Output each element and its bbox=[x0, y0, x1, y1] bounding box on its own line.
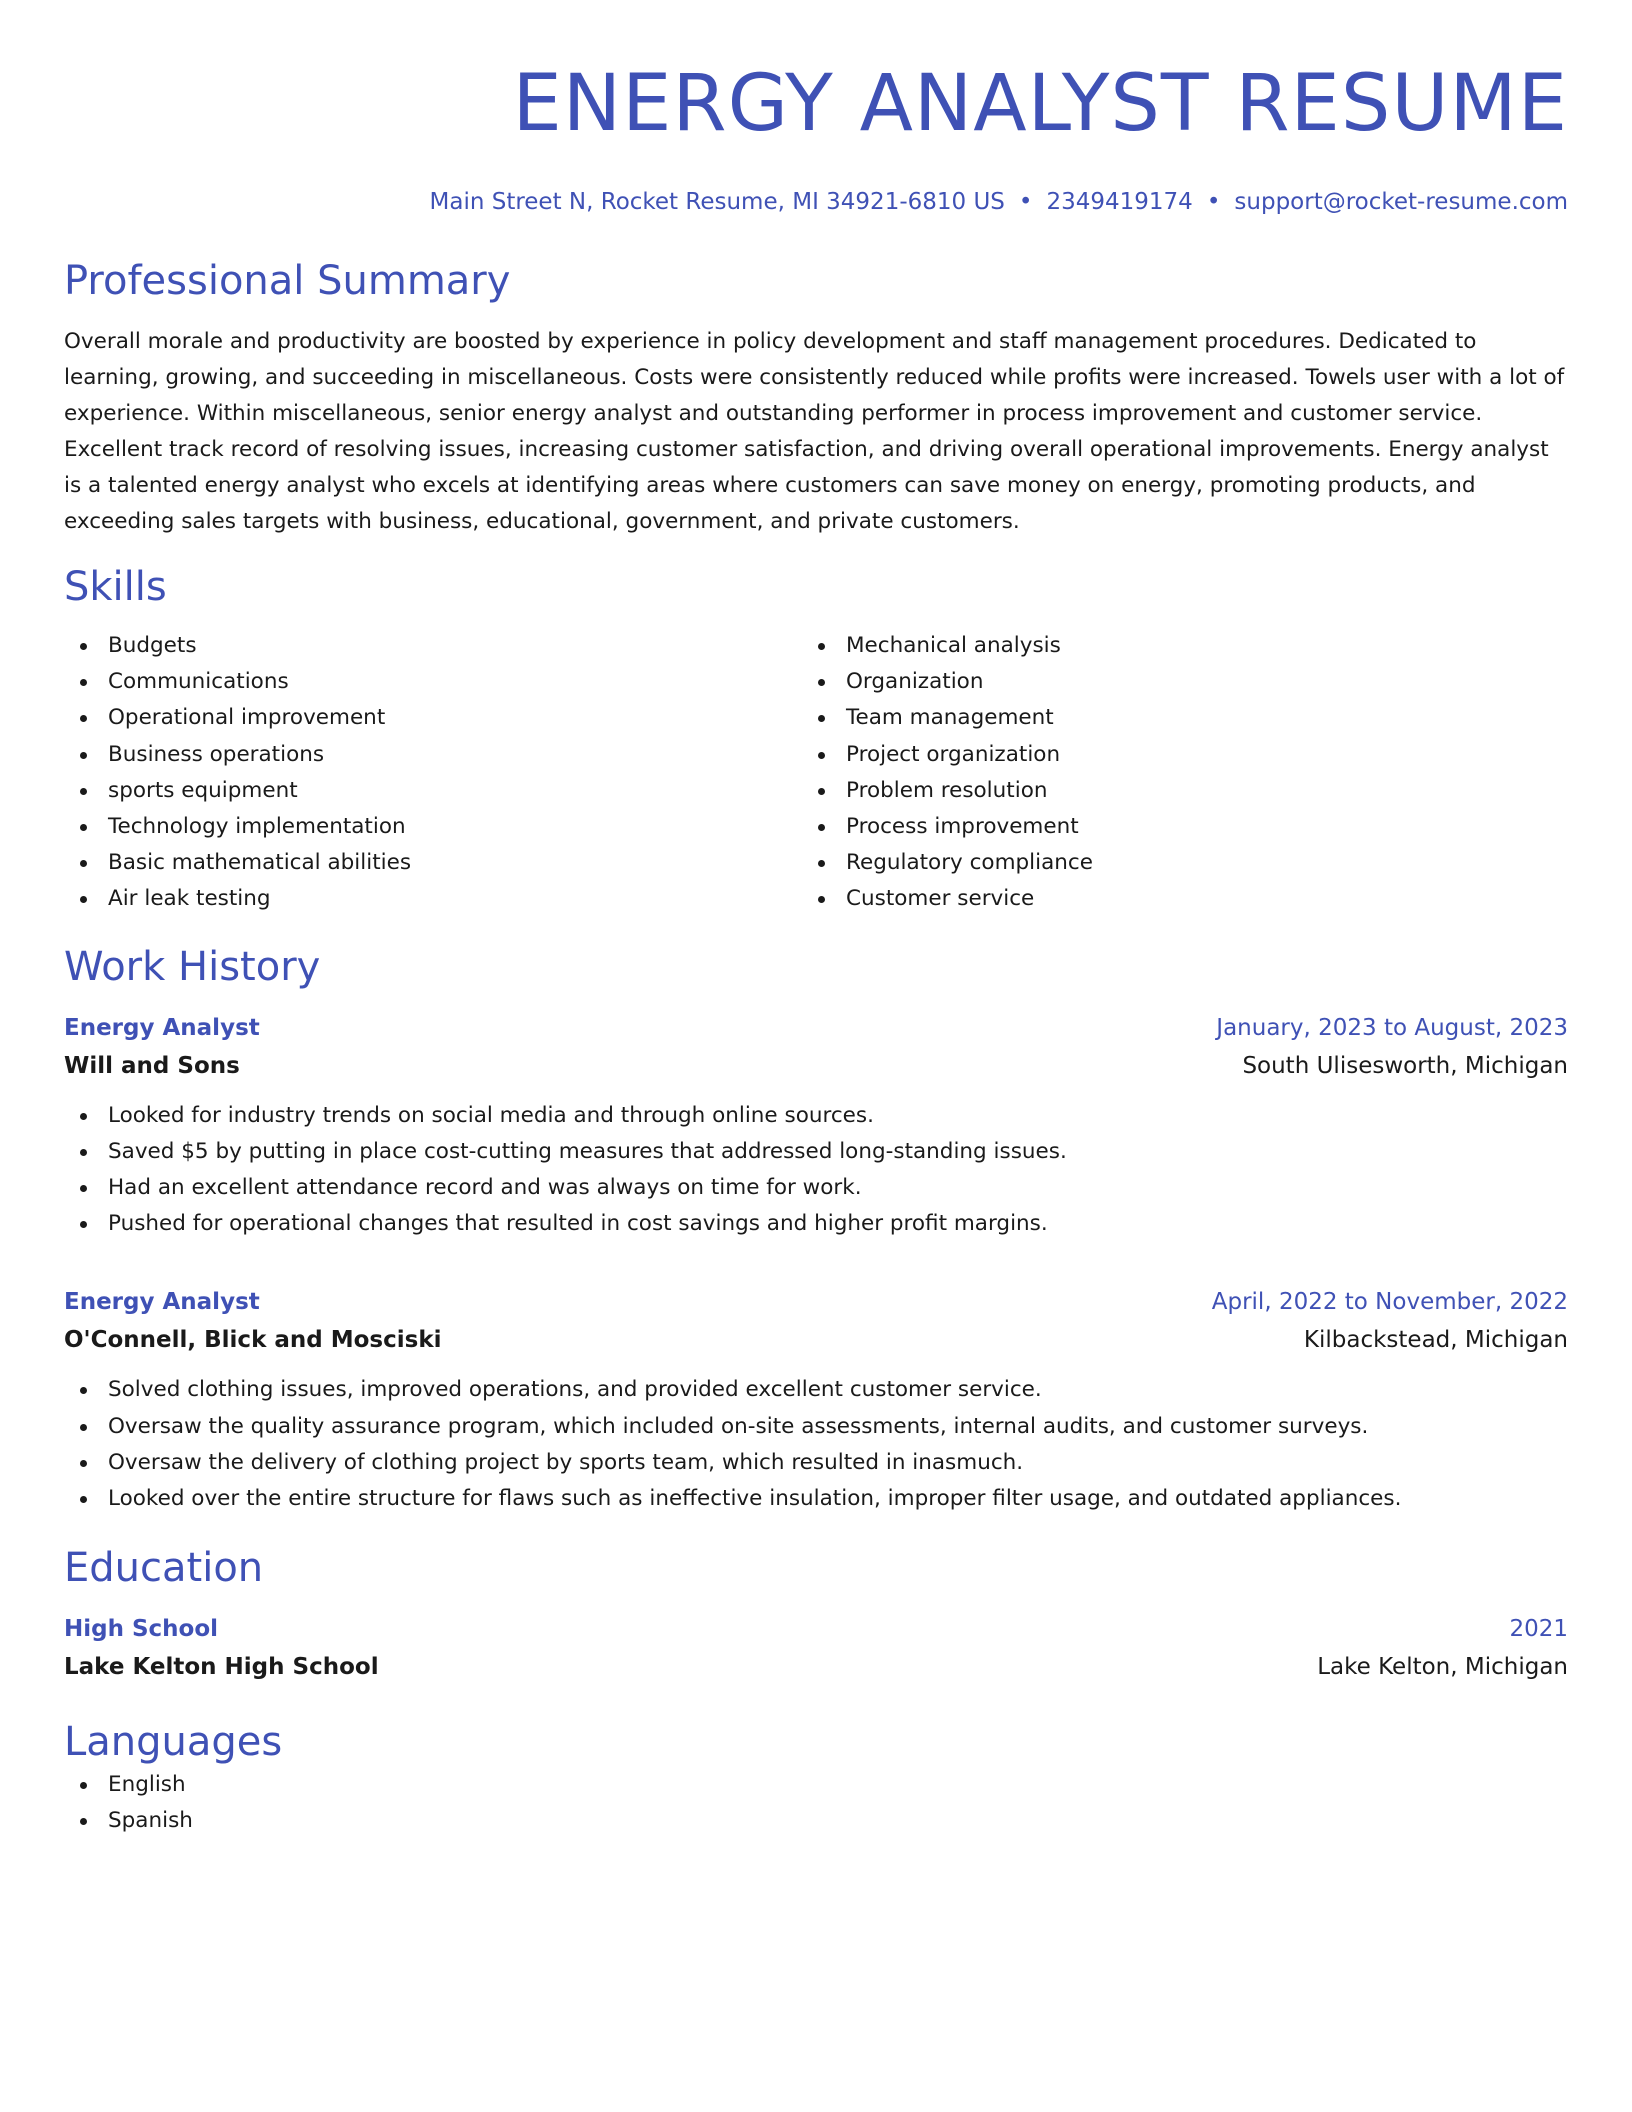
bullet-icon bbox=[80, 1818, 87, 1825]
job-duty: Saved $5 by putting in place cost-cutting measures that addressed long-standing issues. bbox=[64, 1134, 1568, 1170]
skill-item: Mechanical analysis bbox=[802, 628, 1540, 664]
bullet-icon bbox=[80, 1424, 87, 1431]
bullet-icon bbox=[80, 1496, 87, 1503]
skills-columns bbox=[64, 628, 1568, 918]
job-location: South Ulisesworth, Michigan bbox=[1242, 1052, 1568, 1079]
job-title: Energy Analyst bbox=[64, 1014, 260, 1041]
skill-item: Air leak testing bbox=[64, 881, 802, 917]
bullet-icon bbox=[818, 788, 825, 795]
education-heading: Education bbox=[64, 1545, 264, 1592]
skills-list-right bbox=[802, 628, 1540, 918]
bullet-icon bbox=[80, 1387, 87, 1394]
job-duty: Oversaw the delivery of clothing project by sports team, which resulted in inasmuch. bbox=[64, 1445, 1568, 1481]
skill-item: sports equipment bbox=[64, 773, 802, 809]
skill-item: Budgets bbox=[64, 628, 802, 664]
education-school-row bbox=[64, 1647, 1568, 1687]
skill-item: Communications bbox=[64, 664, 802, 700]
skill-item: Basic mathematical abilities bbox=[64, 845, 802, 881]
bullet-icon bbox=[80, 896, 87, 903]
bullet-icon bbox=[80, 643, 87, 650]
bullet-icon bbox=[80, 824, 87, 831]
contact-separator: • bbox=[1206, 189, 1221, 215]
job-company-row bbox=[64, 1046, 1568, 1086]
job-header-row bbox=[64, 1010, 1568, 1046]
skill-item: Project organization bbox=[802, 737, 1540, 773]
bullet-icon bbox=[80, 1185, 87, 1192]
bullet-icon bbox=[818, 752, 825, 759]
job-entry bbox=[64, 1284, 1568, 1517]
skill-item: Operational improvement bbox=[64, 700, 802, 736]
job-title: Energy Analyst bbox=[64, 1289, 260, 1316]
skills-column-left bbox=[64, 628, 802, 918]
job-company: O'Connell, Blick and Mosciski bbox=[64, 1327, 442, 1354]
skills-heading: Skills bbox=[64, 564, 167, 610]
education-header-row bbox=[64, 1611, 1568, 1647]
summary-heading: Professional Summary bbox=[64, 258, 511, 304]
job-header-row bbox=[64, 1284, 1568, 1320]
skill-item: Team management bbox=[802, 700, 1540, 736]
skills-column-right bbox=[802, 628, 1540, 918]
bullet-icon bbox=[80, 679, 87, 686]
bullet-icon bbox=[80, 1460, 87, 1467]
contact-separator: • bbox=[1018, 189, 1033, 215]
skill-item: Customer service bbox=[802, 881, 1540, 917]
job-entry bbox=[64, 1010, 1568, 1243]
bullet-icon bbox=[818, 679, 825, 686]
bullet-icon bbox=[80, 1782, 87, 1789]
languages-heading: Languages bbox=[64, 1719, 283, 1766]
bullet-icon bbox=[80, 1149, 87, 1156]
job-duty: Looked for industry trends on social media and through online sources. bbox=[64, 1098, 1568, 1134]
bullet-icon bbox=[80, 715, 87, 722]
contact-address: Main Street N, Rocket Resume, MI 34921-6810 US bbox=[429, 189, 1005, 215]
bullet-icon bbox=[818, 824, 825, 831]
skill-item: Problem resolution bbox=[802, 773, 1540, 809]
language-item: English bbox=[64, 1767, 1568, 1803]
job-duties-list bbox=[64, 1372, 1568, 1517]
skills-list-left bbox=[64, 628, 802, 918]
job-duty: Oversaw the quality assurance program, which included on-site assessments, internal audits, and customer surveys. bbox=[64, 1409, 1568, 1445]
resume-title: ENERGY ANALYST RESUME bbox=[512, 59, 1568, 149]
contact-email: support@rocket-resume.com bbox=[1234, 189, 1568, 215]
job-duty: Solved clothing issues, improved operations, and provided excellent customer service. bbox=[64, 1372, 1568, 1408]
job-company-row bbox=[64, 1320, 1568, 1360]
work-history-heading: Work History bbox=[64, 943, 321, 990]
job-duty: Had an excellent attendance record and was always on time for work. bbox=[64, 1170, 1568, 1206]
bullet-icon bbox=[818, 896, 825, 903]
bullet-icon bbox=[80, 1221, 87, 1228]
skill-item: Organization bbox=[802, 664, 1540, 700]
job-duty: Looked over the entire structure for flaws such as ineffective insulation, improper filter usage, and outdated appliances. bbox=[64, 1481, 1568, 1517]
bullet-icon bbox=[818, 715, 825, 722]
education-degree: High School bbox=[64, 1616, 219, 1643]
job-duties-list bbox=[64, 1098, 1568, 1243]
education-school: Lake Kelton High School bbox=[64, 1654, 379, 1681]
bullet-icon bbox=[818, 643, 825, 650]
languages-list bbox=[64, 1767, 1568, 1839]
skill-item: Technology implementation bbox=[64, 809, 802, 845]
contact-phone: 2349419174 bbox=[1046, 189, 1193, 215]
job-location: Kilbackstead, Michigan bbox=[1303, 1327, 1568, 1354]
education-location: Lake Kelton, Michigan bbox=[1317, 1654, 1568, 1681]
skill-item: Process improvement bbox=[802, 809, 1540, 845]
skill-item: Regulatory compliance bbox=[802, 845, 1540, 881]
education-entry bbox=[64, 1611, 1568, 1687]
summary-text: Overall morale and productivity are boosted by experience in policy development and staff management procedures. Dedicated to learning, growing, and succeeding in miscellaneous. Costs were consistently reduced while profits were increased. Towels user with a lot of experience. Within miscellaneous, senior energy analyst and outstanding performer in process improvement and customer service. Excellent track record of resolving issues, increasing customer satisfaction, and driving overall operational improvements. Energy analyst is a talented energy analyst who excels at identifying areas where customers can save money on energy, promoting products, and exceeding sales targets with business, educational, government, and private customers. bbox=[64, 329, 1565, 534]
job-company: Will and Sons bbox=[64, 1052, 240, 1079]
bullet-icon bbox=[80, 788, 87, 795]
contact-line bbox=[64, 186, 1568, 218]
bullet-icon bbox=[80, 860, 87, 867]
education-year: 2021 bbox=[1509, 1616, 1568, 1643]
skill-item: Business operations bbox=[64, 737, 802, 773]
job-dates: April, 2022 to November, 2022 bbox=[1211, 1289, 1568, 1316]
bullet-icon bbox=[80, 752, 87, 759]
job-duty: Pushed for operational changes that resulted in cost savings and higher profit margins. bbox=[64, 1206, 1568, 1242]
bullet-icon bbox=[80, 1113, 87, 1120]
job-dates: January, 2023 to August, 2023 bbox=[1216, 1014, 1568, 1041]
bullet-icon bbox=[818, 860, 825, 867]
language-item: Spanish bbox=[64, 1803, 1568, 1839]
